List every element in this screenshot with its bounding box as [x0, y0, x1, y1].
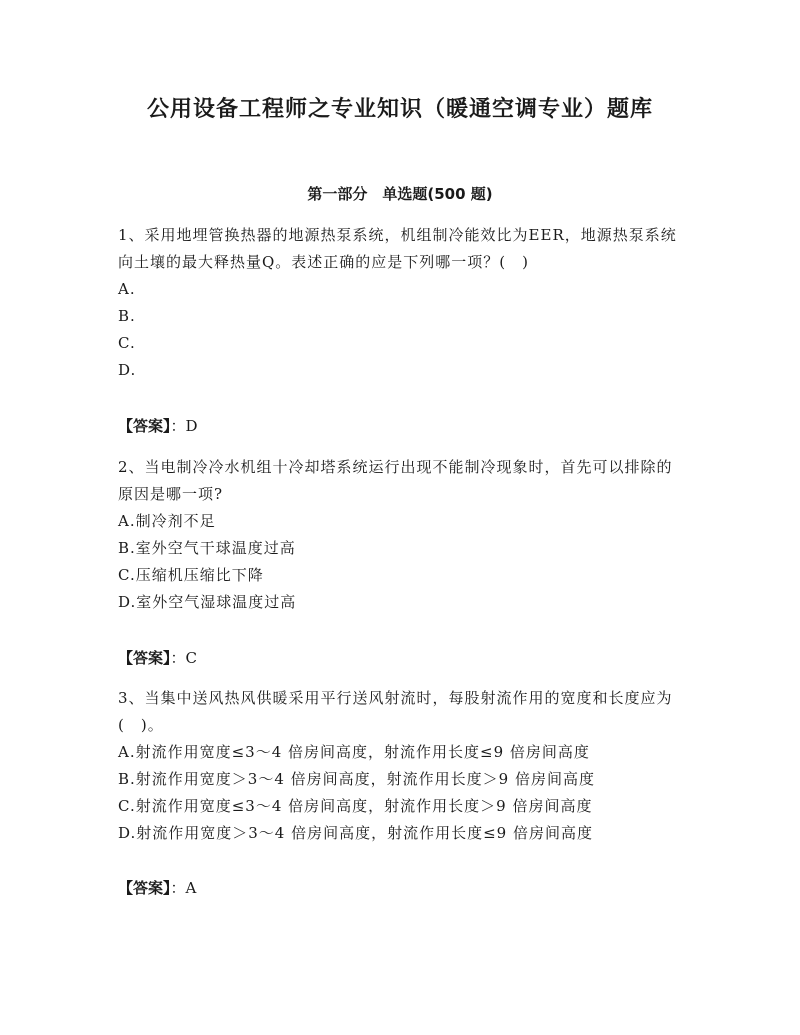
document-title: 公用设备工程师之专业知识（暖通空调专业）题库: [146, 96, 653, 122]
option-c: C.射流作用宽度≤3～4 倍房间高度，射流作用长度＞9 倍房间高度: [118, 797, 593, 815]
option-b: B.室外空气干球温度过高: [118, 539, 296, 557]
question-stem: 3、当集中送风热风供暖采用平行送风射流时，每股射流作用的宽度和长度应为( )。: [118, 689, 673, 734]
question-stem: 1、采用地埋管换热器的地源热泵系统，机组制冷能效比为EER，地源热泵系统向土壤的最大释热量Q。表述正确的应是下列哪一项？( ): [118, 226, 677, 271]
answer-label: 【答案】: [118, 417, 171, 435]
option-d: D.室外空气湿球温度过高: [118, 593, 297, 611]
answer-1: [118, 413, 198, 440]
option-b: B.射流作用宽度＞3～4 倍房间高度，射流作用长度＞9 倍房间高度: [118, 770, 595, 788]
answer-3: [118, 875, 196, 902]
question-stem: 2、当电制冷冷水机组十冷却塔系统运行出现不能制冷现象时，首先可以排除的原因是哪一项?: [118, 458, 673, 503]
question-2: [118, 454, 683, 616]
question-3: [118, 685, 683, 847]
option-a: A.制冷剂不足: [118, 512, 216, 530]
option-d: D.射流作用宽度＞3～4 倍房间高度，射流作用长度≤9 倍房间高度: [118, 824, 593, 842]
answer-2: [118, 645, 197, 672]
section-title: 第一部分 单选题(500 题): [307, 185, 493, 203]
option-c: C.压缩机压缩比下降: [118, 566, 264, 584]
answer-label: 【答案】: [118, 649, 171, 667]
answer-value: ：A: [170, 879, 197, 897]
option-a: A.射流作用宽度≤3～4 倍房间高度，射流作用长度≤9 倍房间高度: [118, 743, 590, 761]
option-a: A.: [118, 280, 136, 298]
option-d: D.: [118, 361, 137, 379]
answer-value: ：D: [170, 417, 198, 435]
answer-label: 【答案】: [118, 879, 171, 897]
option-c: C.: [118, 334, 136, 352]
option-b: B.: [118, 307, 136, 325]
question-1: [118, 222, 683, 384]
answer-value: ：C: [170, 649, 197, 667]
